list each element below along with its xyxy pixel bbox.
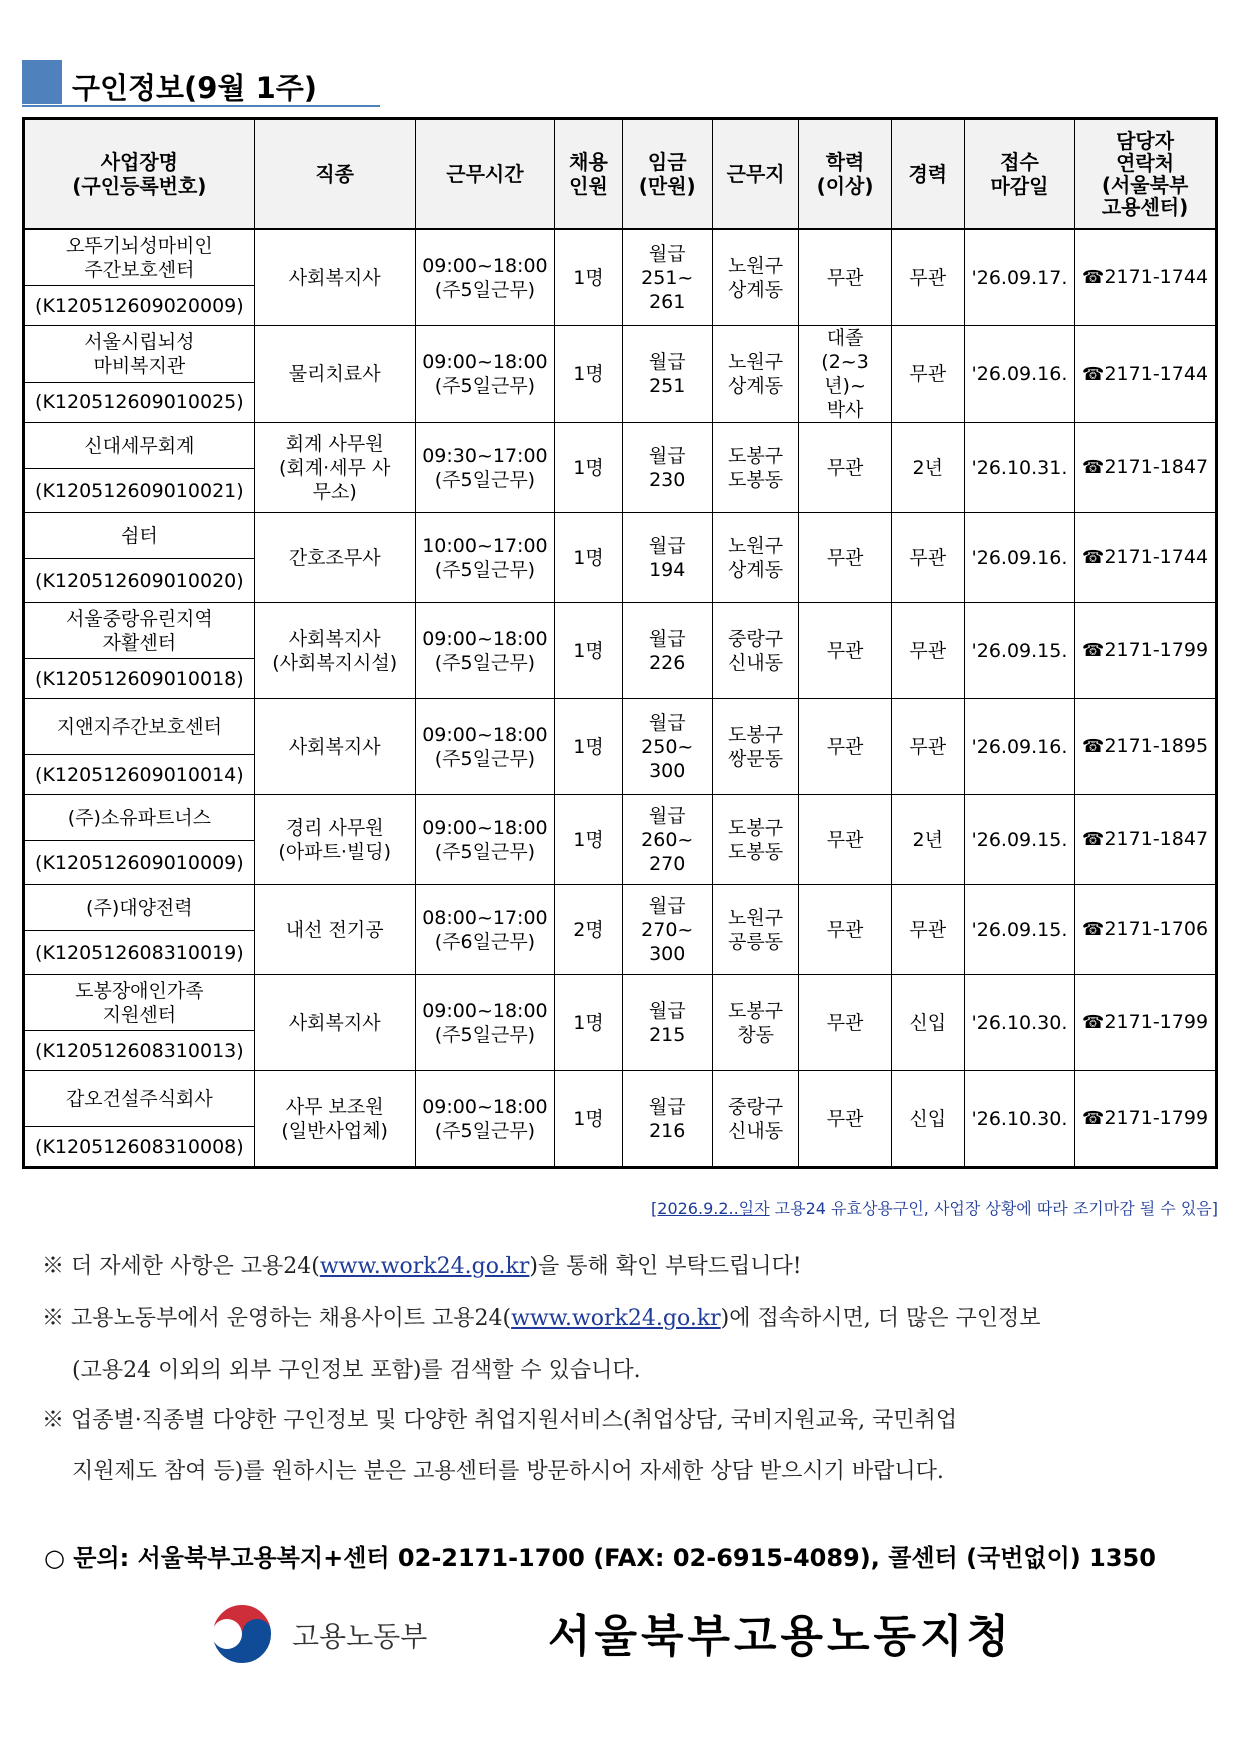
location-cell: 중랑구 신내동 — [712, 1071, 799, 1168]
headcount-cell: 2명 — [555, 885, 623, 975]
hours-cell: 09:00~18:00 (주5일근무) — [415, 229, 555, 326]
info-text: )을 통해 확인 부탁드립니다! — [529, 1254, 802, 1279]
info-line-4: ※ 업종별·직종별 다양한 구인정보 및 다양한 취업지원서비스(취업상담, 국비지원교육, 국민취업 — [42, 1408, 958, 1433]
table-row — [24, 423, 1217, 469]
company-name-cell: 쉼터 — [24, 513, 255, 559]
header-location: 근무지 — [712, 119, 799, 230]
header-wage: 임금 (만원) — [622, 119, 712, 230]
phone-number: 2171-1799 — [1104, 1107, 1209, 1129]
location-cell: 도봉구 도봉동 — [712, 423, 799, 513]
job-listings-table — [22, 117, 1218, 1169]
headcount-cell: 1명 — [555, 795, 623, 885]
company-name-cell: (주)소유파트너스 — [24, 795, 255, 841]
location-cell: 노원구 공릉동 — [712, 885, 799, 975]
company-name-cell: 신대세무회계 — [24, 423, 255, 469]
phone-number: 2171-1847 — [1104, 456, 1209, 478]
registration-number-cell: (K120512609010014) — [24, 755, 255, 795]
location-cell: 도봉구 창동 — [712, 975, 799, 1071]
headcount-cell: 1명 — [555, 229, 623, 326]
phone-number: 2171-1744 — [1104, 362, 1209, 385]
phone-icon: ☎ — [1082, 1108, 1105, 1129]
hours-cell: 09:00~18:00 (주5일근무) — [415, 1071, 555, 1168]
table-row — [24, 229, 1217, 286]
phone-number: 2171-1847 — [1104, 828, 1209, 850]
experience-cell: 신입 — [891, 1071, 964, 1168]
header-hours: 근무시간 — [415, 119, 555, 230]
headcount-cell: 1명 — [555, 513, 623, 603]
location-cell: 중랑구 신내동 — [712, 603, 799, 699]
experience-cell: 무관 — [891, 885, 964, 975]
headcount-cell: 1명 — [555, 326, 623, 423]
title-block — [22, 60, 380, 108]
company-name-cell: 지앤지주간보호센터 — [24, 699, 255, 755]
registration-number-cell: (K120512609010020) — [24, 559, 255, 603]
phone-icon: ☎ — [1082, 640, 1105, 661]
info-text: ※ 고용노동부에서 운영하는 채용사이트 고용24( — [42, 1306, 512, 1331]
company-name-cell: 서울시립뇌성 마비복지관 — [24, 326, 255, 383]
wage-cell: 월급 215 — [622, 975, 712, 1071]
info-line-3: (고용24 이외의 외부 구인정보 포함)를 검색할 수 있습니다. — [72, 1358, 641, 1383]
registration-number-cell: (K120512608310008) — [24, 1127, 255, 1168]
header-job: 직종 — [254, 119, 415, 230]
deadline-cell: '26.09.15. — [964, 603, 1074, 699]
education-cell: 대졸 (2~3 년)~ 박사 — [799, 326, 891, 423]
wage-cell: 월급 251~ 261 — [622, 229, 712, 326]
phone-cell — [1075, 795, 1217, 885]
phone-cell — [1075, 423, 1217, 513]
education-cell: 무관 — [799, 885, 891, 975]
headcount-cell: 1명 — [555, 699, 623, 795]
experience-cell: 무관 — [891, 603, 964, 699]
company-name-cell: 오뚜기뇌성마비인 주간보호센터 — [24, 229, 255, 286]
company-name-cell: 갑오건설주식회사 — [24, 1071, 255, 1127]
office-name: 서울북부고용노동지청 — [548, 1611, 1014, 1662]
experience-cell: 무관 — [891, 699, 964, 795]
table-header-row — [24, 119, 1217, 230]
experience-cell: 신입 — [891, 975, 964, 1071]
page-title: 구인정보(9월 1주) — [72, 71, 318, 105]
info-line-2 — [42, 1302, 1041, 1336]
company-name-cell: 도봉장애인가족 지원센터 — [24, 975, 255, 1031]
table-row — [24, 699, 1217, 755]
hours-cell: 09:00~18:00 (주5일근무) — [415, 699, 555, 795]
hours-cell: 08:00~17:00 (주6일근무) — [415, 885, 555, 975]
education-cell: 무관 — [799, 513, 891, 603]
phone-icon: ☎ — [1082, 363, 1105, 385]
table-row — [24, 885, 1217, 931]
table-row — [24, 795, 1217, 841]
ministry-logo-text: 고용노동부 — [292, 1620, 428, 1653]
phone-icon: ☎ — [1082, 457, 1105, 478]
education-cell: 무관 — [799, 603, 891, 699]
hours-cell: 09:00~18:00 (주5일근무) — [415, 603, 555, 699]
deadline-cell: '26.09.16. — [964, 326, 1074, 423]
deadline-cell: '26.09.16. — [964, 513, 1074, 603]
job-cell: 사회복지사 — [254, 699, 415, 795]
phone-number: 2171-1706 — [1104, 918, 1209, 940]
registration-number-cell: (K120512609020009) — [24, 286, 255, 326]
education-cell: 무관 — [799, 975, 891, 1071]
header-experience: 경력 — [891, 119, 964, 230]
table-row — [24, 513, 1217, 559]
job-cell: 간호조무사 — [254, 513, 415, 603]
registration-number-cell: (K120512609010025) — [24, 382, 255, 422]
info-line-5: 지원제도 참여 등)를 원하시는 분은 고용센터를 방문하시어 자세한 상담 받으시기 바랍니다. — [72, 1459, 944, 1484]
job-cell: 사무 보조원 (일반사업체) — [254, 1071, 415, 1168]
wage-cell: 월급 216 — [622, 1071, 712, 1168]
table-row — [24, 326, 1217, 383]
education-cell: 무관 — [799, 795, 891, 885]
headcount-cell: 1명 — [555, 975, 623, 1071]
wage-cell: 월급 250~ 300 — [622, 699, 712, 795]
location-cell: 노원구 상계동 — [712, 513, 799, 603]
headcount-cell: 1명 — [555, 603, 623, 699]
ministry-emblem-icon — [210, 1602, 274, 1666]
phone-number: 2171-1799 — [1104, 639, 1209, 661]
location-cell: 노원구 상계동 — [712, 326, 799, 423]
job-cell: 회계 사무원 (회계·세무 사 무소) — [254, 423, 415, 513]
header-contact: 담당자 연락처 (서울북부 고용센터) — [1075, 119, 1217, 230]
deadline-cell: '26.09.15. — [964, 885, 1074, 975]
headcount-cell: 1명 — [555, 423, 623, 513]
hours-cell: 09:00~18:00 (주5일근무) — [415, 795, 555, 885]
header-company: 사업장명 (구인등록번호) — [24, 119, 255, 230]
deadline-cell: '26.09.16. — [964, 699, 1074, 795]
phone-cell — [1075, 1071, 1217, 1168]
location-cell: 노원구 상계동 — [712, 229, 799, 326]
deadline-cell: '26.10.30. — [964, 1071, 1074, 1168]
phone-number: 2171-1895 — [1104, 735, 1209, 757]
work24-link[interactable]: www.work24.go.kr — [511, 1306, 721, 1331]
hours-cell: 09:00~18:00 (주5일근무) — [415, 326, 555, 423]
location-cell: 도봉구 도봉동 — [712, 795, 799, 885]
hours-cell: 09:00~18:00 (주5일근무) — [415, 975, 555, 1071]
phone-cell — [1075, 229, 1217, 326]
job-cell: 사회복지사 — [254, 229, 415, 326]
education-cell: 무관 — [799, 423, 891, 513]
job-cell: 물리치료사 — [254, 326, 415, 423]
phone-icon: ☎ — [1082, 1012, 1105, 1033]
phone-number: 2171-1744 — [1104, 266, 1209, 288]
work24-link[interactable]: www.work24.go.kr — [319, 1254, 530, 1279]
notice-date: [2026.9.2..일자 — [651, 1199, 770, 1218]
hours-cell: 09:30~17:00 (주5일근무) — [415, 423, 555, 513]
title-underline — [22, 105, 380, 107]
company-name-cell: 서울중랑유린지역 자활센터 — [24, 603, 255, 659]
phone-number: 2171-1744 — [1104, 546, 1209, 568]
wage-cell: 월급 270~ 300 — [622, 885, 712, 975]
phone-cell — [1075, 603, 1217, 699]
job-cell: 사회복지사 (사회복지시설) — [254, 603, 415, 699]
experience-cell: 무관 — [891, 513, 964, 603]
education-cell: 무관 — [799, 699, 891, 795]
experience-cell: 무관 — [891, 326, 964, 423]
registration-number-cell: (K120512608310019) — [24, 931, 255, 975]
phone-cell — [1075, 699, 1217, 795]
info-text: ※ 더 자세한 사항은 고용24( — [42, 1254, 320, 1279]
location-cell: 도봉구 쌍문동 — [712, 699, 799, 795]
registration-number-cell: (K120512608310013) — [24, 1031, 255, 1071]
table-row — [24, 603, 1217, 659]
notice-line — [400, 1196, 1218, 1219]
experience-cell: 무관 — [891, 229, 964, 326]
registration-number-cell: (K120512609010009) — [24, 841, 255, 885]
deadline-cell: '26.10.30. — [964, 975, 1074, 1071]
phone-icon: ☎ — [1082, 919, 1105, 940]
phone-icon: ☎ — [1082, 736, 1105, 757]
experience-cell: 2년 — [891, 795, 964, 885]
headcount-cell: 1명 — [555, 1071, 623, 1168]
job-cell: 사회복지사 — [254, 975, 415, 1071]
phone-icon: ☎ — [1082, 267, 1105, 288]
registration-number-cell: (K120512609010021) — [24, 469, 255, 513]
phone-cell — [1075, 885, 1217, 975]
table-row — [24, 1071, 1217, 1127]
phone-cell — [1075, 975, 1217, 1071]
info-line-1 — [42, 1250, 802, 1284]
wage-cell: 월급 226 — [622, 603, 712, 699]
deadline-cell: '26.09.15. — [964, 795, 1074, 885]
job-cell: 내선 전기공 — [254, 885, 415, 975]
wage-cell: 월급 230 — [622, 423, 712, 513]
job-cell: 경리 사무원 (아파트·빌딩) — [254, 795, 415, 885]
phone-number: 2171-1799 — [1104, 1011, 1209, 1033]
table-row — [24, 975, 1217, 1031]
education-cell: 무관 — [799, 1071, 891, 1168]
notice-text: 고용24 유효상용구인, 사업장 상황에 따라 조기마감 될 수 있음] — [769, 1199, 1218, 1218]
wage-cell: 월급 251 — [622, 326, 712, 423]
wage-cell: 월급 194 — [622, 513, 712, 603]
title-accent-box — [22, 60, 62, 104]
hours-cell: 10:00~17:00 (주5일근무) — [415, 513, 555, 603]
experience-cell: 2년 — [891, 423, 964, 513]
header-headcount: 채용 인원 — [555, 119, 623, 230]
education-cell: 무관 — [799, 229, 891, 326]
phone-cell — [1075, 326, 1217, 423]
wage-cell: 월급 260~ 270 — [622, 795, 712, 885]
deadline-cell: '26.10.31. — [964, 423, 1074, 513]
header-education: 학력 (이상) — [799, 119, 891, 230]
phone-icon: ☎ — [1082, 547, 1105, 568]
registration-number-cell: (K120512609010018) — [24, 659, 255, 699]
inquiry-contact: ○ 문의: 서울북부고용복지+센터 02-2171-1700 (FAX: 02-6915-4089), 콜센터 (국번없이) 1350 — [44, 1544, 1156, 1572]
deadline-cell: '26.09.17. — [964, 229, 1074, 326]
header-deadline: 접수 마감일 — [964, 119, 1074, 230]
company-name-cell: (주)대양전력 — [24, 885, 255, 931]
phone-icon: ☎ — [1082, 829, 1105, 850]
phone-cell — [1075, 513, 1217, 603]
info-text: )에 접속하시면, 더 많은 구인정보 — [720, 1306, 1041, 1331]
